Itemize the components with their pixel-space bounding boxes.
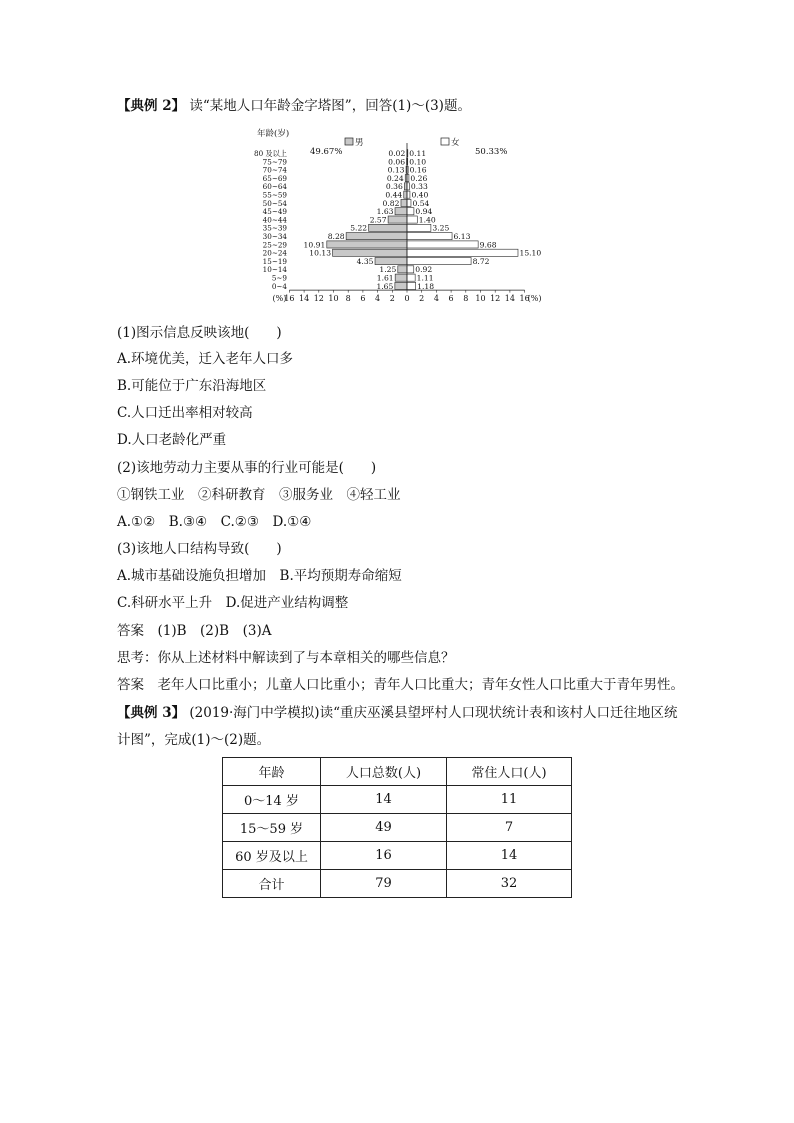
male-value-label: 1.65 [376, 281, 394, 291]
age-group-label: 75~79 [262, 157, 287, 167]
bar-male [333, 249, 407, 256]
bar-female [407, 258, 471, 265]
answer2-text: 老年人口比重小；儿童人口比重小；青年人口比重大；青年女性人口比重大于青年男性。 [157, 677, 684, 693]
age-group-label: 5~9 [271, 273, 287, 283]
male-value-label: 0.24 [386, 173, 404, 183]
bar-male [369, 224, 407, 231]
age-group-label: 50~54 [262, 198, 287, 208]
x-tick-label: 14 [504, 294, 515, 304]
female-value-label: 0.54 [412, 198, 430, 208]
answer1-text: (1)B (2)B (3)A [157, 623, 272, 639]
male-value-label: 0.44 [385, 190, 403, 200]
example3-tag: 【典例 3】 [117, 705, 186, 721]
table-header-resident: 常住人口(人) [447, 758, 572, 786]
x-tick-label: 14 [299, 294, 310, 304]
age-group-label: 15~19 [262, 256, 287, 266]
x-tick-label: 8 [463, 294, 469, 304]
table-cell: 11 [447, 786, 572, 814]
answer2-label: 答案 [117, 677, 144, 693]
x-tick-label: 16 [284, 294, 295, 304]
think-question: 思考：你从上述材料中解读到了与本章相关的哪些信息？ [117, 650, 455, 666]
female-value-label: 0.11 [409, 149, 427, 158]
q1-option-b: B.可能位于广东沿海地区 [117, 378, 267, 394]
bar-male [346, 233, 407, 240]
bar-female [407, 191, 410, 198]
table-cell: 7 [447, 814, 572, 842]
x-tick-label: 2 [389, 294, 395, 304]
x-tick-label: 12 [313, 294, 324, 304]
female-value-label: 6.13 [453, 232, 471, 241]
bar-male [404, 191, 407, 198]
bar-female [407, 216, 417, 223]
bar-female [407, 274, 415, 281]
bar-female [407, 249, 518, 256]
bar-female [407, 282, 416, 289]
table-header-age: 年龄 [223, 758, 321, 786]
table-header-total: 人口总数(人) [321, 758, 447, 786]
age-group-label: 25~29 [262, 240, 287, 250]
male-value-label: 10.91 [303, 240, 326, 250]
bar-male [401, 199, 407, 206]
male-value-label: 8.28 [327, 232, 345, 241]
table-row [223, 814, 572, 842]
q3-stem: (3)该地人口结构导致( ) [117, 541, 282, 557]
bar-male [398, 266, 407, 273]
male-value-label: 5.22 [350, 223, 368, 233]
x-tick-label: 2 [419, 294, 425, 304]
table-header-row [223, 758, 572, 786]
example3-line2: 计图”，完成(1)～(2)题。 [117, 732, 271, 748]
q3-options-cd: C.科研水平上升 D.促进产业结构调整 [117, 595, 349, 611]
example3-line1 [117, 704, 677, 722]
q3-options-ab: A.城市基础设施负担增加 B.平均预期寿命缩短 [117, 568, 402, 584]
female-value-label: 8.72 [472, 256, 490, 266]
male-value-label: 1.63 [376, 207, 394, 217]
age-group-label: 35~39 [262, 223, 287, 233]
male-value-label: 2.57 [369, 215, 387, 225]
bar-female [407, 224, 431, 231]
table-row [223, 786, 572, 814]
q2-options: A.①② B.③④ C.②③ D.①④ [117, 514, 312, 530]
bar-male [327, 241, 407, 248]
male-value-label: 10.13 [309, 248, 332, 258]
female-value-label: 0.92 [415, 265, 433, 275]
table-cell: 14 [321, 786, 447, 814]
bar-female [407, 241, 478, 248]
male-value-label: 0.36 [385, 182, 403, 192]
female-value-label: 0.40 [411, 190, 429, 200]
population-pyramid-chart [245, 120, 555, 320]
female-value-label: 0.16 [409, 165, 427, 175]
q2-stem: (2)该地劳动力主要从事的行业可能是( ) [117, 460, 377, 476]
example3-text: (2019·海门中学模拟)读“重庆巫溪县望坪村人口现状统计表和该村人口迁往地区统 [189, 705, 678, 721]
female-value-label: 0.94 [415, 207, 433, 217]
female-value-label: 1.18 [417, 281, 435, 291]
age-group-label: 45~49 [262, 207, 287, 217]
female-value-label: 9.68 [479, 240, 497, 250]
population-table [222, 757, 572, 898]
example2-heading [117, 97, 471, 115]
q1-option-c: C.人口迁出率相对较高 [117, 405, 253, 421]
x-tick-label: 12 [490, 294, 501, 304]
x-tick-label: 6 [448, 294, 454, 304]
bar-female [407, 266, 414, 273]
female-value-label: 0.26 [410, 173, 428, 183]
legend-male-swatch [345, 138, 353, 145]
x-tick-label: 4 [433, 294, 439, 304]
table-row [223, 842, 572, 870]
table-cell: 60 岁及以上 [223, 842, 321, 870]
male-total-label: 49.67% [310, 147, 343, 157]
age-group-label: 0~4 [271, 281, 287, 291]
male-value-label: 0.02 [388, 149, 406, 158]
x-tick-label: 10 [328, 294, 339, 304]
age-group-label: 20~24 [262, 248, 287, 258]
table-cell: 32 [447, 870, 572, 898]
answer1 [117, 622, 271, 640]
male-value-label: 0.82 [382, 198, 400, 208]
age-group-label: 30~34 [262, 232, 287, 241]
male-value-label: 0.13 [387, 165, 405, 175]
male-value-label: 4.35 [356, 256, 374, 266]
table-cell: 16 [321, 842, 447, 870]
male-value-label: 0.06 [388, 157, 406, 167]
legend-male-label: 男 [355, 138, 364, 148]
y-axis-label: 年龄(岁) [257, 129, 290, 139]
x-tick-label: 4 [375, 294, 381, 304]
female-value-label: 1.40 [418, 215, 436, 225]
age-group-label: 60~64 [262, 182, 287, 192]
x-unit-right: (%) [527, 294, 542, 304]
bar-male [395, 208, 407, 215]
q2-items: ①钢铁工业 ②科研教育 ③服务业 ④轻工业 [117, 487, 401, 503]
male-value-label: 1.61 [376, 273, 394, 283]
age-group-label: 40~44 [262, 215, 287, 225]
q1-stem: (1)图示信息反映该地( ) [117, 325, 282, 341]
table-row [223, 870, 572, 898]
x-tick-label: 6 [360, 294, 366, 304]
example2-tag: 【典例 2】 [117, 98, 186, 114]
female-value-label: 1.11 [416, 273, 434, 283]
female-value-label: 0.10 [409, 157, 427, 167]
age-group-label: 65~69 [262, 173, 287, 183]
x-tick-label: 16 [519, 294, 530, 304]
table-cell: 合计 [223, 870, 321, 898]
female-total-label: 50.33% [475, 147, 508, 157]
example2-intro: 读“某地人口年龄金字塔图”，回答(1)～(3)题。 [189, 98, 471, 114]
legend-female-label: 女 [451, 138, 460, 148]
x-tick-label: 0 [404, 294, 410, 304]
table-cell: 15～59 岁 [223, 814, 321, 842]
x-tick-label: 10 [475, 294, 486, 304]
bar-male [395, 274, 407, 281]
table-cell: 79 [321, 870, 447, 898]
q1-option-d: D.人口老龄化严重 [117, 432, 227, 448]
age-group-label: 10~14 [262, 265, 287, 275]
male-value-label: 1.25 [379, 265, 397, 275]
age-group-label: 70~74 [262, 165, 287, 175]
age-group-label: 55~59 [262, 190, 287, 200]
answer2 [117, 676, 684, 694]
legend-female-swatch [441, 138, 449, 145]
bar-female [407, 233, 452, 240]
x-unit-left: (%) [272, 294, 287, 304]
answer1-label: 答案 [117, 623, 144, 639]
x-tick-label: 8 [345, 294, 351, 304]
bar-male [375, 258, 407, 265]
bar-female [407, 208, 414, 215]
female-value-label: 0.33 [410, 182, 428, 192]
bar-female [407, 199, 411, 206]
bar-male [388, 216, 407, 223]
q1-option-a: A.环境优美，迁入老年人口多 [117, 351, 294, 367]
table-cell: 0～14 岁 [223, 786, 321, 814]
table-cell: 14 [447, 842, 572, 870]
bar-male [395, 282, 407, 289]
age-group-label: 80 及以上 [254, 149, 287, 158]
table-cell: 49 [321, 814, 447, 842]
female-value-label: 15.10 [519, 248, 542, 258]
female-value-label: 3.25 [432, 223, 450, 233]
